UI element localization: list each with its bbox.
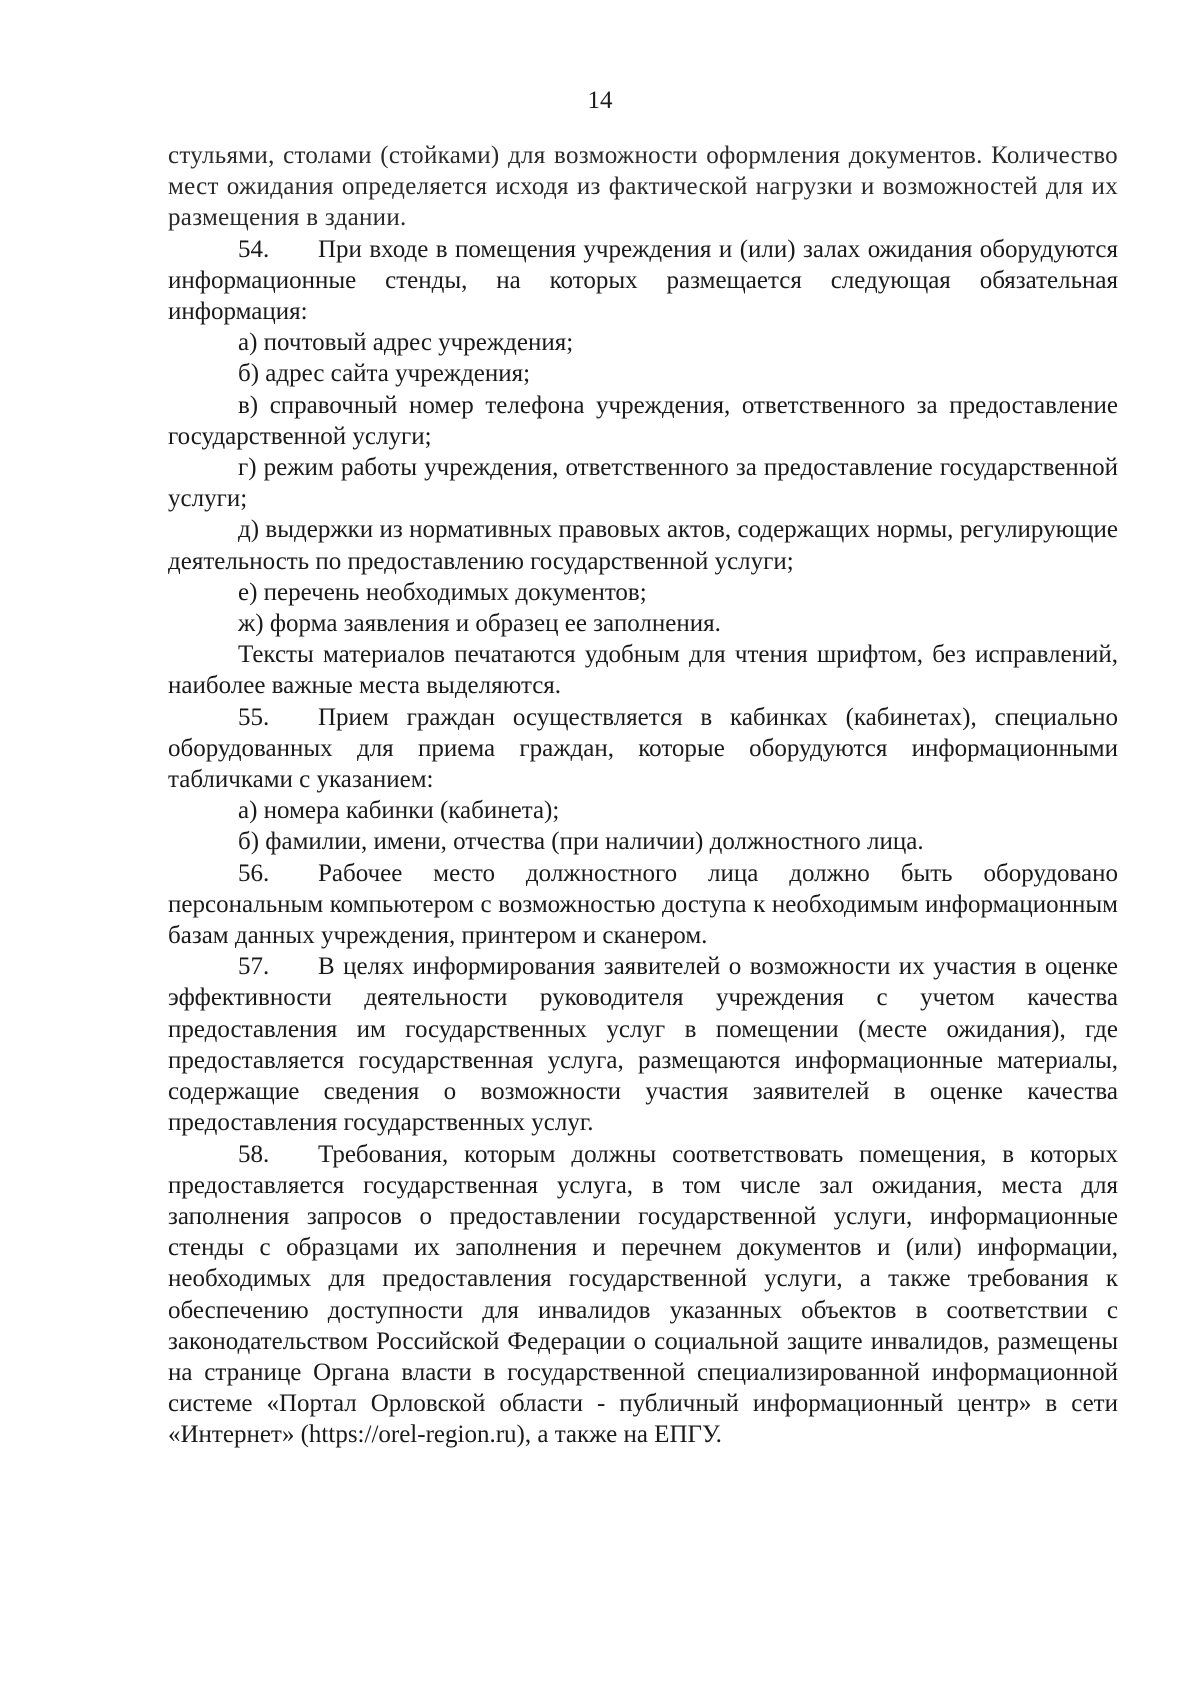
paragraph-text: Требования, которым должны соответствовать помещения, в которых предоставляется государственная услуга, в том числе зал ожидания, места для заполнения запросов о предоставлении государственной услуги, информационные стенды с образцами их заполнения и перечнем документов и (или) информации, необходимых для предоставления государственной услуги, а также требования к обеспечению доступности для инвалидов указанных объектов в соответствии с законодательством Российской Федерации о социальной защите инвалидов, размещены на странице Органа власти в государственной специализированной информационной системе «Портал Орловской области - публичный информационный центр» в сети «Интернет» (https://orel-region.ru), а также на ЕПГУ. [168,1140,1118,1449]
document-body [168,140,1118,1451]
paragraph-58 [168,1139,1118,1451]
list-item: а) номера кабинки (кабинета); [238,797,560,825]
paragraph-number: 54. [238,235,270,263]
paragraph-text: При входе в помещения учреждения и (или) залах ожидания оборудуются информационные стенды, на которых размещается следующая обязательная информация: [168,235,1118,326]
list-item: б) фамилии, имени, отчества (при наличии) должностного лица. [238,828,924,856]
page-number: 14 [587,87,613,114]
paragraph-number: 56. [238,859,270,887]
paragraph-number: 57. [238,953,270,981]
paragraph-57 [168,951,1118,1138]
list-item: е) перечень необходимых документов; [238,578,647,606]
paragraph-text: Рабочее место должностного лица должно быть оборудовано персональным компьютером с возможностью доступа к необходимым информационным базам данных учреждения, принтером и сканером. [168,859,1118,950]
list-item: д) выдержки из нормативных правовых актов, содержащих нормы, регулирующие деятельность по предоставлению государственной услуги; [168,516,1118,575]
list-item: г) режим работы учреждения, ответственного за предоставление государственной услуги; [168,454,1118,513]
paragraph-number: 58. [238,1140,270,1168]
paragraph-number: 55. [238,703,270,731]
paragraph-54-note: Тексты материалов печатаются удобным для чтения шрифтом, без исправлений, наиболее важные места выделяются. [168,641,1118,700]
paragraph-text: В целях информирования заявителей о возможности их участия в оценке эффективности деятельности руководителя учреждения с учетом качества предоставления им государственных услуг в помещении (месте ожидания), где предоставляется государственная услуга, размещаются информационные материалы, содержащие сведения о возможности участия заявителей в оценке качества предоставления государственных услуг. [168,953,1118,1137]
list-item: а) почтовый адрес учреждения; [238,329,574,357]
list-item: б) адрес сайта учреждения; [238,360,531,388]
paragraph-56 [168,858,1118,952]
paragraph-text: Прием граждан осуществляется в кабинках (кабинетах), специально оборудованных для приема граждан, которые оборудуются информационными табличками с указанием: [168,703,1118,794]
list-item: ж) форма заявления и образец ее заполнения. [238,610,721,638]
paragraph-55 [168,702,1118,796]
paragraph-54 [168,234,1118,328]
paragraph-intro: стульями, столами (стойками) для возможности оформления документов. Количество мест ожидания определяется исходя из фактической нагрузки и возможностей для их размещения в здании. [168,142,1118,232]
list-item: в) справочный номер телефона учреждения, ответственного за предоставление государственной услуги; [168,391,1118,450]
